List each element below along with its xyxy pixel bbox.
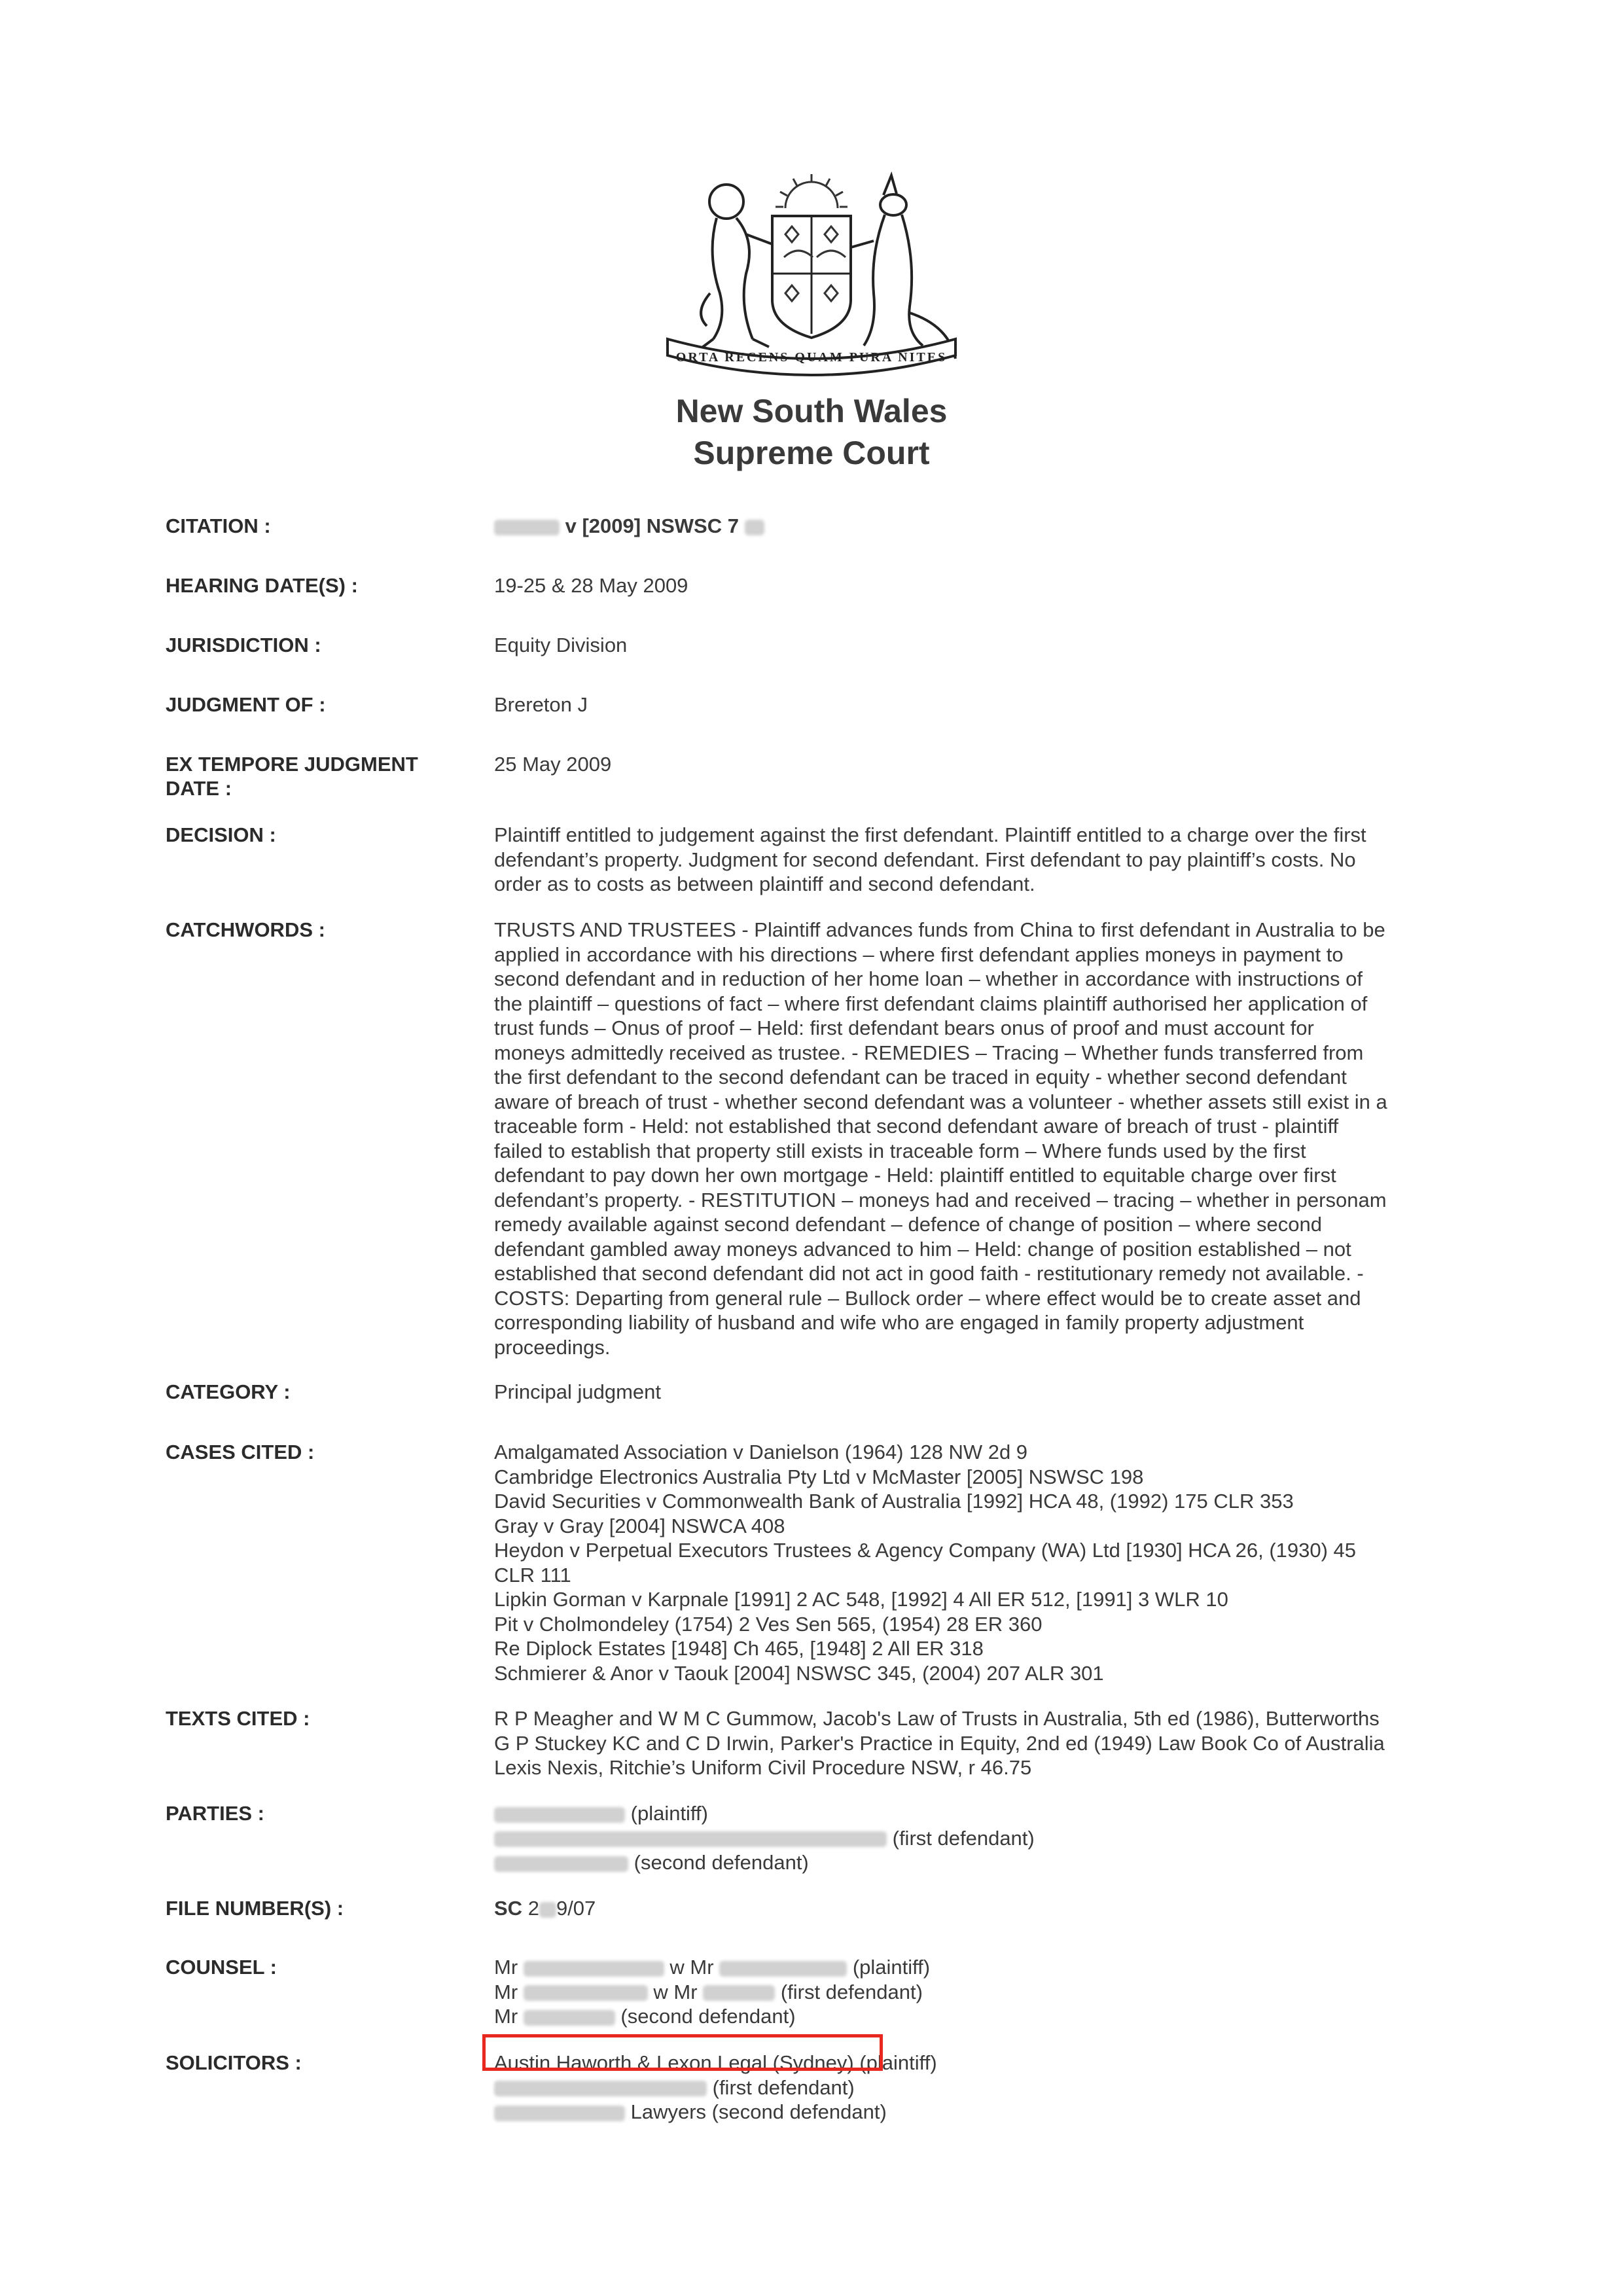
redacted-number [745,520,764,535]
catchwords-label: CATCHWORDS : [166,918,325,941]
decision-line: order as to costs as between plaintiff and second defendant. [494,872,1035,895]
redacted-party-name [494,520,560,535]
file-number-label: FILE NUMBER(S) : [166,1897,344,1920]
catchwords-line: traceable form - Held: not established that second defendant aware of breach of trust - plaintiff [494,1115,1339,1138]
hearing-date-label: HEARING DATE(S) : [166,574,358,597]
redacted-solicitor-name [494,2106,625,2121]
solicitors-label: SOLICITORS : [166,2051,302,2074]
court-title-line1: New South Wales [675,393,948,429]
case-line: CLR 111 [494,1563,571,1587]
redacted-party-name [494,1856,628,1872]
counsel-line [494,1980,1463,2005]
solicitor-role: (plaintiff) [859,2051,937,2074]
case-line: Schmierer & Anor v Taouk [2004] NSWSC 345, (2004) 207 ALR 301 [494,1661,1104,1685]
catchwords-line: COSTS: Departing from general rule – Bullock order – where effect would be to create asset and [494,1286,1361,1310]
redacted-solicitor-name [494,2081,707,2096]
highlight-box [482,2034,883,2071]
case-line: Re Diplock Estates [1948] Ch 465, [1948] 2 All ER 318 [494,1637,984,1660]
case-line: Amalgamated Association v Danielson (1964) 128 NW 2d 9 [494,1441,1028,1463]
catchwords-line: defendant gambled away moneys advanced to him – Held: change of position established – not [494,1237,1351,1261]
catchwords-line: second defendant and in reduction of her home loan – whether in accordance with instructions of [494,967,1363,990]
counsel-role: (first defendant) [780,1980,923,2003]
catchwords-line: defendant’s property. - RESTITUTION – moneys had and received – tracing – whether in personam [494,1188,1387,1211]
counsel-role: (second defendant) [620,2005,796,2028]
case-line: Gray v Gray [2004] NSWCA 408 [494,1514,785,1537]
category-value: Principal judgment [494,1380,662,1403]
judgment-of-value: Brereton J [494,693,588,716]
cases-cited-value [494,1440,1463,1685]
hearing-date-value: 19-25 & 28 May 2009 [494,574,688,597]
text-line: G P Stuckey KC and C D Irwin, Parker's Practice in Equity, 2nd ed (1949) Law Book Co of Australia [494,1731,1385,1755]
file-number-part: 2 [527,1897,539,1920]
citation-value [494,514,1463,539]
texts-cited-label: TEXTS CITED : [166,1707,310,1730]
catchwords-line: the plaintiff – questions of fact – where first defendant claims plaintiff authorised her application of [494,992,1368,1015]
texts-cited-value [494,1706,1463,1780]
redacted-counsel-name [524,1985,648,2001]
decision-line: defendant’s property. Judgment for second defendant. First defendant to pay plaintiff’s costs. No [494,848,1356,871]
motto-text: ORTA RECENS QUAM PURA NITES [675,350,948,365]
redacted-number [539,1902,556,1918]
decision-value [494,823,1463,897]
party-line [494,1826,1463,1851]
cases-cited-label: CASES CITED : [166,1441,315,1463]
case-line: David Securities v Commonwealth Bank of Australia [1992] HCA 48, (1992) 175 CLR 353 [494,1490,1294,1513]
solicitor-line [494,2075,1463,2100]
case-line: Heydon v Perpetual Executors Trustees & Agency Company (WA) Ltd [1930] HCA 26, (1930) 45 [494,1539,1357,1562]
catchwords-line: proceedings. [494,1335,611,1359]
catchwords-line: established that second defendant did not act in good faith - restitutionary remedy not available. - [494,1262,1364,1285]
catchwords-line: corresponding liability of husband and wife who are engaged in family property adjustment [494,1311,1304,1334]
redacted-counsel-name [524,2010,615,2026]
decision-label: DECISION : [166,823,276,846]
party-role: (second defendant) [633,1851,809,1874]
catchwords-line: defendant to pay down her own mortgage - Held: plaintiff entitled to equitable charge over first [494,1164,1336,1187]
jurisdiction-value: Equity Division [494,634,628,656]
counsel-prefix: Mr [494,2005,518,2028]
jurisdiction-label: JURISDICTION : [166,634,321,656]
parties-value [494,1801,1463,1875]
party-line [494,1850,1463,1875]
solicitor-name: Austin Haworth & Lexon Legal (Sydney) [494,2051,854,2074]
catchwords-line: failed to establish that property still exists in traceable form – Where funds used by the first [494,1139,1306,1162]
catchwords-line: remedy available against second defendant – defence of change of position – where second [494,1213,1322,1236]
case-line: Pit v Cholmondeley (1754) 2 Ves Sen 565, (1954) 28 ER 360 [494,1612,1043,1636]
citation-label: CITATION : [166,514,271,537]
redacted-counsel-name [719,1961,847,1977]
party-role: (plaintiff) [630,1802,708,1825]
redacted-party-name [494,1831,887,1847]
counsel-prefix: Mr [494,1980,518,2003]
counsel-prefix: Mr [494,1956,518,1979]
ex-tempore-label-line1: EX TEMPORE JUDGMENT [166,753,418,776]
catchwords-value [494,918,1463,1359]
case-line: Cambridge Electronics Australia Pty Ltd v McMaster [2005] NSWSC 198 [494,1465,1144,1488]
nsw-coat-of-arms [648,162,975,378]
counsel-line [494,2004,1463,2029]
case-line: Lipkin Gorman v Karpnale [1991] 2 AC 548, [1992] 4 All ER 512, [1991] 3 WLR 10 [494,1588,1228,1611]
solicitor-role: (first defendant) [712,2075,855,2099]
counsel-with: w Mr [653,1980,698,2003]
text-line: Lexis Nexis, Ritchie’s Uniform Civil Procedure NSW, r 46.75 [494,1756,1032,1779]
ex-tempore-value: 25 May 2009 [494,753,612,776]
catchwords-line: the first defendant to the second defendant can be traced in equity - whether second defendant [494,1066,1347,1088]
counsel-role: (plaintiff) [852,1956,931,1979]
decision-line: Plaintiff entitled to judgement against the first defendant. Plaintiff entitled to a charge over the first [494,823,1366,846]
citation-text: v [2009] NSWSC 7 [565,514,739,537]
solicitor-line [494,2100,1463,2125]
text-line: R P Meagher and W M C Gummow, Jacob's Law of Trusts in Australia, 5th ed (1986), Butterworths [494,1707,1380,1730]
redacted-counsel-name [703,1985,775,2001]
judgment-of-label: JUDGMENT OF : [166,693,326,716]
category-label: CATEGORY : [166,1380,291,1403]
counsel-line [494,1955,1463,1980]
file-number-prefix: SC [494,1897,523,1920]
catchwords-line: aware of breach of trust - whether second defendant was a volunteer - whether assets still exist in a [494,1090,1387,1113]
party-line [494,1801,1463,1826]
catchwords-line: trust funds – Onus of proof – Held: first defendant bears onus of proof and must account for [494,1016,1314,1039]
counsel-with: w Mr [669,1956,714,1979]
redacted-party-name [494,1807,625,1823]
party-role: (first defendant) [892,1826,1035,1850]
ex-tempore-label-line2: DATE : [166,777,232,800]
court-title-line2: Supreme Court [693,435,930,471]
ex-tempore-label [166,752,467,800]
catchwords-line: moneys admittedly received as trustee. - REMEDIES – Tracing – Whether funds transferred from [494,1041,1364,1064]
counsel-value [494,1955,1463,2029]
solicitor-role: Lawyers (second defendant) [630,2100,887,2123]
parties-label: PARTIES : [166,1802,264,1825]
redacted-counsel-name [524,1961,664,1977]
catchwords-line: TRUSTS AND TRUSTEES - Plaintiff advances funds from China to first defendant in Australia to be [494,918,1385,941]
file-number-value [494,1896,1463,1921]
file-number-part: 9/07 [556,1897,596,1920]
counsel-label: COUNSEL : [166,1956,277,1979]
catchwords-line: applied in accordance with his directions – where first defendant applies moneys in payment to [494,942,1344,966]
court-title [0,390,1623,474]
